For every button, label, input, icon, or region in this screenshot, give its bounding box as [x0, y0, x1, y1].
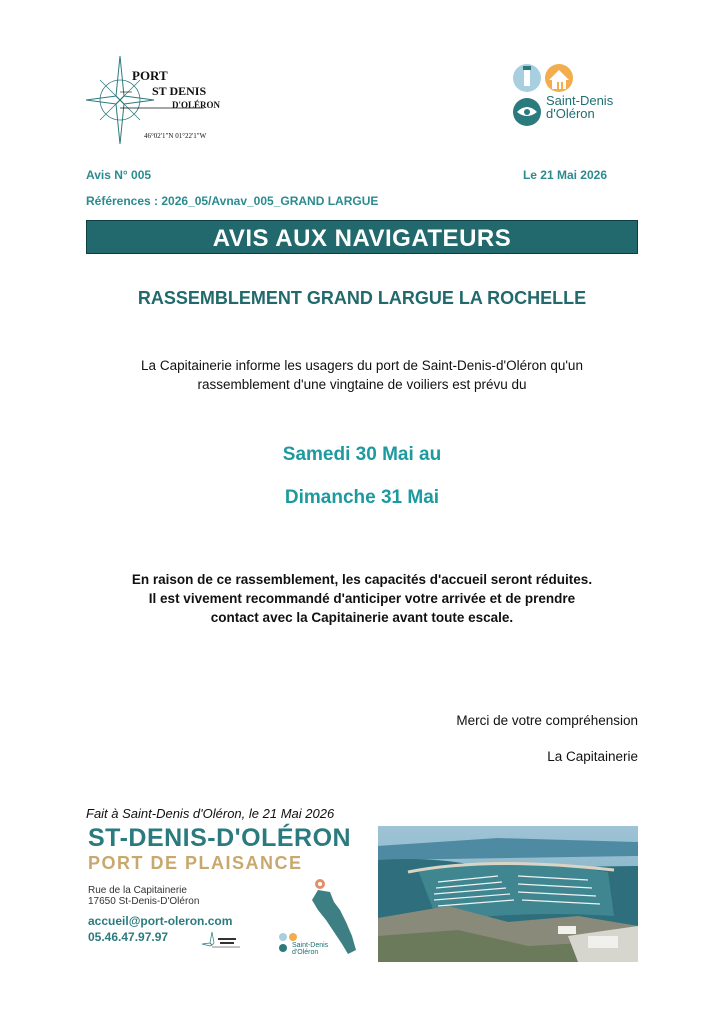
- town-logo-line1: Saint-Denis: [546, 93, 614, 108]
- place-and-date: Fait à Saint-Denis d'Oléron, le 21 Mai 2026: [86, 806, 335, 821]
- warning-line3: contact avec la Capitainerie avant toute escale.: [210, 610, 514, 625]
- town-logo-line2: d'Oléron: [546, 106, 595, 121]
- footer-card: [86, 824, 376, 960]
- notice-banner: AVIS AUX NAVIGATEURS: [86, 220, 638, 254]
- notice-date: Le 21 Mai 2026: [522, 168, 607, 182]
- port-logo-line1: PORT: [132, 68, 168, 83]
- intro-line1: La Capitainerie informe les usagers du port de Saint-Denis-d'Oléron qu'un: [141, 358, 583, 373]
- footer-address-line2: 17650 St-Denis-D'Oléron: [88, 896, 200, 907]
- closing-thanks: Merci de votre compréhension: [456, 713, 638, 728]
- marina-image: [378, 826, 638, 962]
- intro-line2: rassemblement d'une vingtaine de voiliers est prévu du: [197, 377, 527, 392]
- marina-aerial-photo: [378, 826, 638, 962]
- footer-title: ST-DENIS-D'OLÉRON: [88, 824, 352, 852]
- warning-paragraph: [86, 570, 638, 627]
- event-date-start: Samedi 30 Mai au: [282, 444, 442, 465]
- intro-paragraph: [86, 356, 638, 394]
- port-logo: [86, 48, 236, 148]
- footer-subtitle: PORT DE PLAISANCE: [88, 853, 303, 873]
- footer-address-line1: Rue de la Capitainerie: [88, 885, 187, 896]
- island-map-icon: [296, 876, 376, 956]
- notice-number: Avis N° 005: [86, 168, 152, 182]
- warning-line1: En raison de ce rassemblement, les capacités d'accueil seront réduites.: [131, 572, 593, 587]
- notice-subtitle: RASSEMBLEMENT GRAND LARGUE LA ROCHELLE: [137, 288, 587, 308]
- town-logo-name: [546, 94, 613, 120]
- small-port-logo-icon: [202, 930, 242, 958]
- port-logo-coords: 46°02'1"N 01°22'1"W: [144, 132, 207, 140]
- event-date-end: Dimanche 31 Mai: [284, 487, 440, 508]
- port-logo-line3: D'OLÉRON: [172, 100, 221, 110]
- warning-line2: Il est vivement recommandé d'anticiper votre arrivée et de prendre: [148, 591, 576, 606]
- small-town-logo-line2: d'Oléron: [292, 949, 319, 956]
- footer-address: [88, 885, 199, 907]
- port-logo-line2: ST DENIS: [152, 84, 207, 98]
- footer-phone: 05.46.47.97.97: [88, 930, 169, 944]
- closing-signature: La Capitainerie: [547, 749, 638, 764]
- town-logo: [512, 62, 642, 130]
- small-town-logo-line1: Saint-Denis: [292, 942, 329, 949]
- footer-email[interactable]: accueil@port-oleron.com: [88, 914, 233, 928]
- notice-references: Références : 2026_05/Avnav_005_GRAND LARGUE: [86, 194, 379, 208]
